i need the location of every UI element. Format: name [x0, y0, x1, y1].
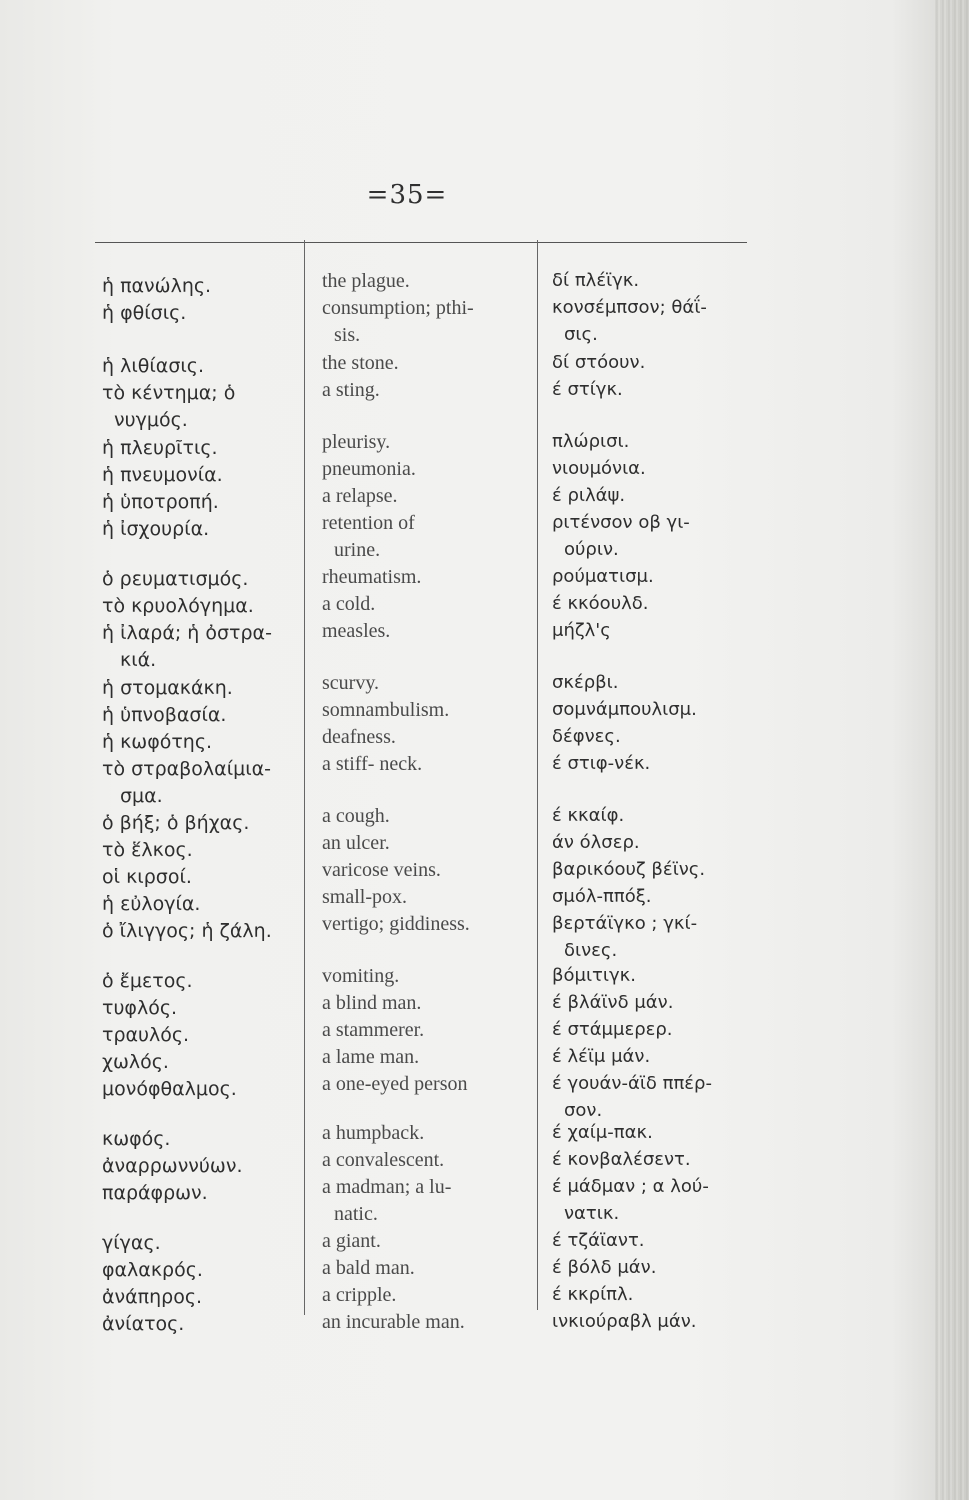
transcription-line: έ λέϊμ μάν. — [552, 1046, 651, 1067]
transcription-line: έ στιφ-νέκ. — [552, 753, 651, 774]
english-line: a giant. — [322, 1230, 381, 1252]
english-line: a stiff- neck. — [322, 753, 423, 775]
transcription-line: έ βόλδ μάν. — [552, 1257, 657, 1278]
transcription-line: δί στόουν. — [552, 352, 646, 373]
greek-line: τυφλός. — [102, 997, 178, 1019]
greek-line: τραυλός. — [102, 1024, 190, 1046]
english-line: a relapse. — [322, 485, 398, 507]
transcription-line: σον. — [564, 1100, 603, 1121]
english-line: a humpback. — [322, 1122, 425, 1144]
english-line: a one-eyed person — [322, 1073, 468, 1095]
english-line: somnambulism. — [322, 699, 450, 721]
english-line: the plague. — [322, 270, 410, 292]
english-line: a blind man. — [322, 992, 422, 1014]
greek-line: ἡ κωφότης. — [102, 731, 213, 753]
transcription-line: έ κονβαλέσεντ. — [552, 1149, 691, 1170]
transcription-line: κονσέμπσον; θάΐ- — [552, 297, 707, 318]
greek-line: κωφός. — [102, 1128, 171, 1150]
english-line: pleurisy. — [322, 431, 391, 453]
column-divider-left — [304, 240, 305, 1315]
greek-line: φαλακρός. — [102, 1259, 203, 1281]
greek-line: χωλός. — [102, 1051, 169, 1073]
greek-line: τὸ κρυολόγημα. — [102, 595, 254, 617]
english-line: retention of — [322, 512, 415, 534]
greek-line: ἡ στομακάκη. — [102, 677, 233, 699]
greek-line: ὁ ρευματισμός. — [102, 568, 249, 590]
english-line: natic. — [334, 1203, 378, 1225]
english-line: the stone. — [322, 352, 399, 374]
transcription-line: σις. — [564, 324, 598, 345]
english-line: vomiting. — [322, 965, 400, 987]
greek-line: ὁ ἴλιγγος; ἡ ζάλη. — [102, 920, 272, 942]
english-line: pneumonia. — [322, 458, 416, 480]
transcription-line: βόμιτιγκ. — [552, 965, 636, 986]
transcription-line: ινκιούραβλ μάν. — [552, 1311, 697, 1332]
english-line: a convalescent. — [322, 1149, 445, 1171]
greek-line: τὸ στραβολαίμια- — [102, 758, 272, 780]
transcription-line: έ ριλάψ. — [552, 485, 626, 506]
transcription-line: έ στίγκ. — [552, 379, 623, 400]
english-line: consumption; pthi- — [322, 297, 474, 319]
transcription-line: νατικ. — [564, 1203, 620, 1224]
greek-line: σμα. — [120, 785, 163, 807]
transcription-line: σκέρβι. — [552, 672, 619, 693]
greek-line: ἡ πνευμονία. — [102, 464, 223, 486]
greek-line: ἀνίατος. — [102, 1313, 185, 1335]
english-line: small-pox. — [322, 886, 407, 908]
greek-line: νυγμός. — [114, 409, 188, 431]
english-line: varicose veins. — [322, 859, 441, 881]
top-rule — [95, 242, 747, 243]
transcription-line: έ κκαίφ. — [552, 805, 625, 826]
transcription-line: έ στάμμερερ. — [552, 1019, 673, 1040]
column-divider-right — [537, 240, 538, 1310]
transcription-line: σμόλ-ππόξ. — [552, 886, 652, 907]
greek-line: ἡ πανώλης. — [102, 275, 212, 297]
english-line: a cough. — [322, 805, 390, 827]
greek-line: ἡ ὑπνοβασία. — [102, 704, 227, 726]
transcription-line: έ χαίμ-πακ. — [552, 1122, 653, 1143]
transcription-line: έ βλάϊνδ μάν. — [552, 992, 674, 1013]
greek-line: τὸ κέντημα; ὁ — [102, 382, 236, 404]
greek-line: ἡ ὑποτροπή. — [102, 491, 219, 513]
transcription-line: ούριν. — [564, 539, 619, 560]
english-line: a lame man. — [322, 1046, 420, 1068]
greek-line: ὁ βήξ; ὁ βήχας. — [102, 812, 250, 834]
english-line: sis. — [334, 324, 361, 346]
greek-line: μονόφθαλμος. — [102, 1078, 237, 1100]
transcription-line: έ κκρίπλ. — [552, 1284, 634, 1305]
greek-line: ἀναρρωννύων. — [102, 1155, 243, 1177]
page-edge — [935, 0, 969, 1500]
greek-line: ἡ ἰλαρά; ἡ ὀστρα- — [102, 622, 272, 644]
english-line: a cripple. — [322, 1284, 397, 1306]
transcription-line: έ γουάν-άϊδ ππέρ- — [552, 1073, 712, 1094]
english-line: deafness. — [322, 726, 396, 748]
english-line: a bald man. — [322, 1257, 415, 1279]
english-line: vertigo; giddiness. — [322, 913, 470, 935]
transcription-line: βερτάϊγκο ; γκί- — [552, 913, 698, 934]
page-number: =35= — [366, 180, 448, 210]
english-line: rheumatism. — [322, 566, 422, 588]
transcription-line: βαρικόουζ βέϊνς. — [552, 859, 706, 880]
english-line: a cold. — [322, 593, 376, 615]
greek-line: ἡ ἰσχουρία. — [102, 518, 210, 540]
greek-line: ἡ εὐλογία. — [102, 893, 201, 915]
english-line: an ulcer. — [322, 832, 390, 854]
english-line: an incurable man. — [322, 1311, 465, 1333]
transcription-line: πλώρισι. — [552, 431, 630, 452]
transcription-line: δί πλέϊγκ. — [552, 270, 640, 291]
english-line: measles. — [322, 620, 391, 642]
greek-line: ἡ λιθίασις. — [102, 355, 204, 377]
transcription-line: έ τζάϊαντ. — [552, 1230, 645, 1251]
transcription-line: άν όλσερ. — [552, 832, 640, 853]
transcription-line: ρούματισμ. — [552, 566, 654, 587]
greek-line: ὁ ἔμετος. — [102, 970, 193, 992]
greek-line: ἡ πλευρῖτις. — [102, 437, 218, 459]
transcription-line: μήζλ'ς — [552, 620, 611, 641]
transcription-line: έ μάδμαν ; α λού- — [552, 1176, 709, 1197]
transcription-line: ριτένσον οβ γι- — [552, 512, 690, 533]
transcription-line: δέφνες. — [552, 726, 621, 747]
transcription-line: έ κκόουλδ. — [552, 593, 649, 614]
transcription-line: δινες. — [564, 940, 618, 961]
english-line: urine. — [334, 539, 381, 561]
greek-line: κιά. — [120, 649, 157, 671]
greek-line: ἀνάπηρος. — [102, 1286, 203, 1308]
transcription-line: σομνάμπουλισμ. — [552, 699, 697, 720]
english-line: a madman; a lu- — [322, 1176, 452, 1198]
greek-line: γίγας. — [102, 1232, 161, 1254]
greek-line: ἡ φθίσις. — [102, 302, 187, 324]
english-line: a sting. — [322, 379, 380, 401]
english-line: scurvy. — [322, 672, 380, 694]
english-line: a stammerer. — [322, 1019, 425, 1041]
greek-line: οἱ κιρσοί. — [102, 866, 192, 888]
transcription-line: νιουμόνια. — [552, 458, 646, 479]
greek-line: τὸ ἕλκος. — [102, 839, 193, 861]
greek-line: παράφρων. — [102, 1182, 208, 1204]
